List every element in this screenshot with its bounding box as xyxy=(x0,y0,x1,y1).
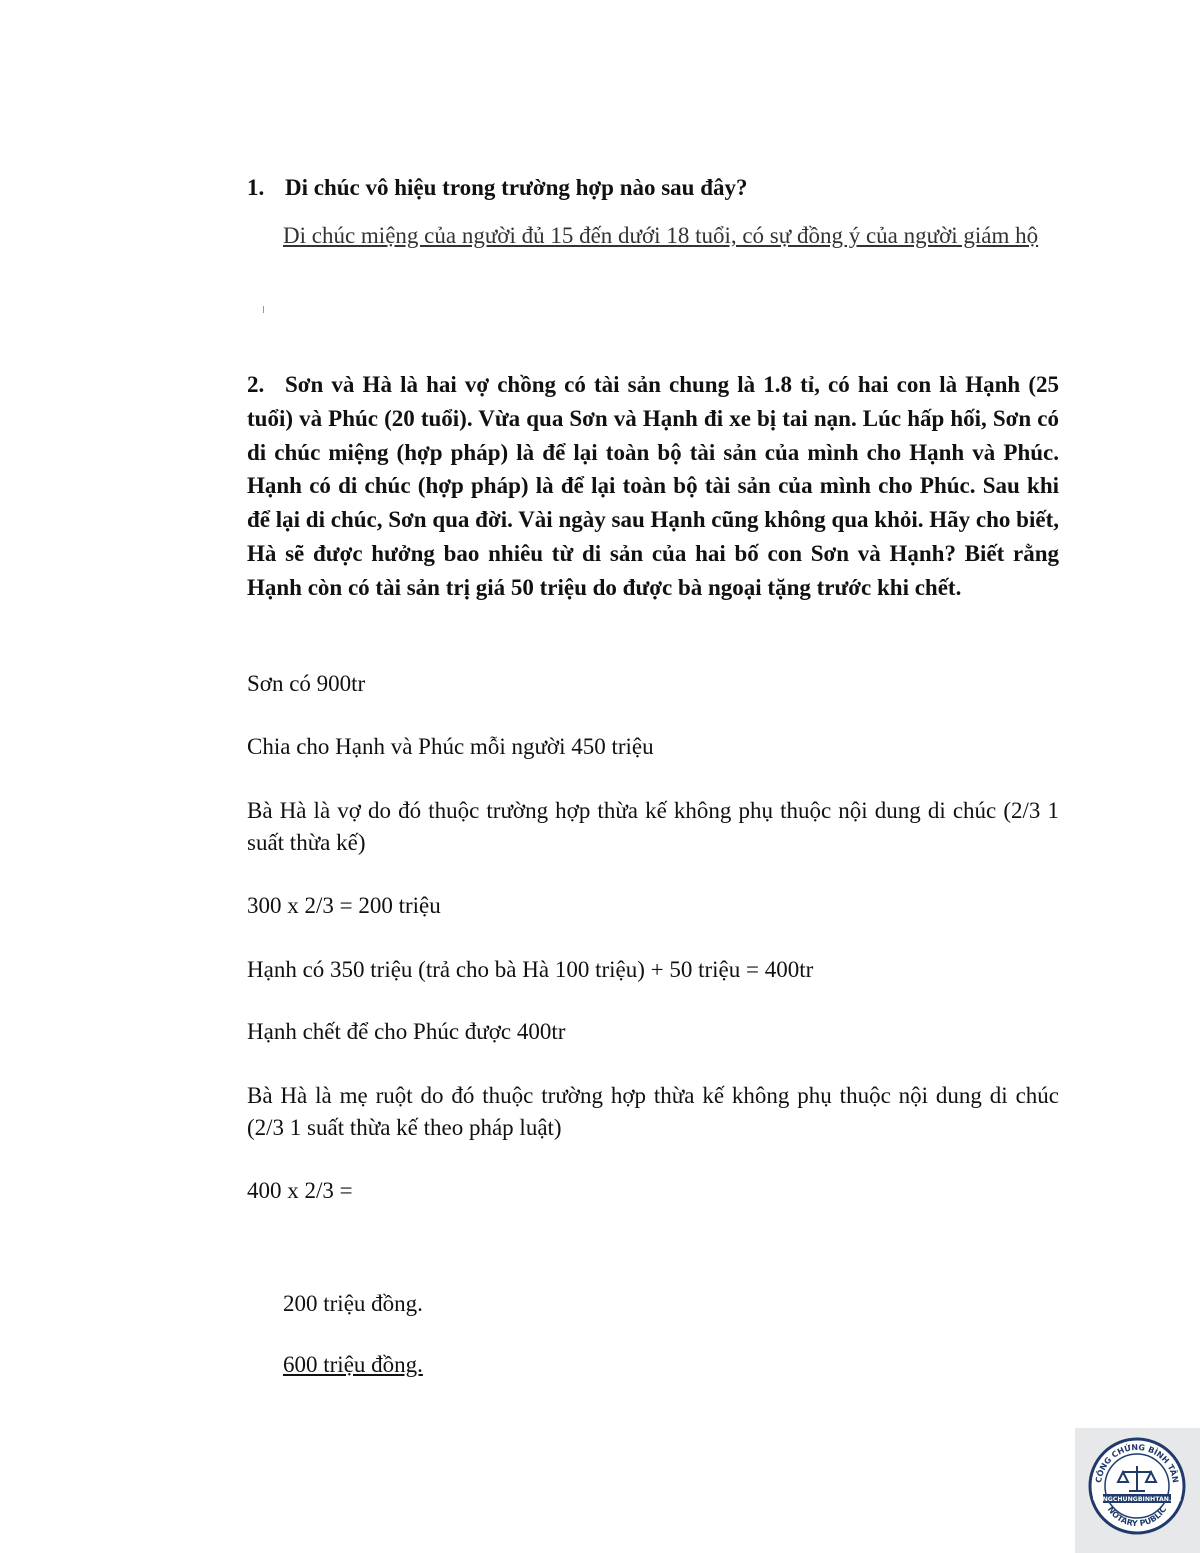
answer-option-selected: 600 triệu đồng. xyxy=(283,1352,423,1377)
question-1-answer: Di chúc miệng của người đủ 15 đến dưới 18 tuổi, có sự đồng ý của người giám hộ xyxy=(283,223,1039,248)
work-line: 400 x 2/3 = xyxy=(247,1178,353,1203)
question-2-text xyxy=(247,368,1059,605)
question-1-title xyxy=(247,171,1059,205)
answer-option: 200 triệu đồng. xyxy=(283,1291,423,1316)
svg-text:CÔNG CHỨNG BÌNH TÂN: CÔNG CHỨNG BÌNH TÂN xyxy=(1094,1442,1180,1484)
question-1-text: Di chúc vô hiệu trong trường hợp nào sau đây? xyxy=(285,175,748,200)
question-2-number: 2. xyxy=(247,372,265,397)
question-2-body: Sơn và Hà là hai vợ chồng có tài sản chung là 1.8 tỉ, có hai con là Hạnh (25 tuổi) và Phúc (20 tuổi). Vừa qua Sơn và Hạnh đi xe bị tai nạn. Lúc hấp hối, Sơn có di chúc miệng (hợp pháp) là để lại toàn bộ tài sản của mình cho Hạnh và Phúc. Hạnh có di chúc (hợp pháp) là để lại toàn bộ tài sản của mình cho Phúc. Sau khi để lại di chúc, Sơn qua đời. Vài ngày sau Hạnh cũng không qua khỏi. Hãy cho biết, Hà sẽ được hưởng bao nhiêu từ di sản của hai bố con Sơn và Hạnh? Biết rằng Hạnh còn có tài sản trị giá 50 triệu do được bà ngoại tặng trước khi chết. xyxy=(247,372,1059,600)
work-line: Hạnh có 350 triệu (trả cho bà Hà 100 triệu) + 50 triệu = 400tr xyxy=(247,957,814,982)
work-line: Hạnh chết để cho Phúc được 400tr xyxy=(247,1019,566,1044)
notary-seal xyxy=(1075,1428,1200,1553)
work-line: Chia cho Hạnh và Phúc mỗi người 450 triệu xyxy=(247,734,654,759)
work-line: Bà Hà là mẹ ruột do đó thuộc trường hợp thừa kế không phụ thuộc nội dung di chúc (2/3 1 suất thừa kế theo pháp luật) xyxy=(247,1083,1059,1140)
work-line: Sơn có 900tr xyxy=(247,671,366,696)
question-1-number: 1. xyxy=(247,175,265,200)
seal-logo xyxy=(1087,1436,1187,1536)
stray-mark xyxy=(263,306,264,313)
svg-text:CONGCHUNGBINHTAN.VN: CONGCHUNGBINHTAN.VN xyxy=(1092,1496,1182,1503)
svg-text:NOTARY PUBLIC: NOTARY PUBLIC xyxy=(1105,1504,1169,1529)
work-line: 300 x 2/3 = 200 triệu xyxy=(247,893,441,918)
work-line: Bà Hà là vợ do đó thuộc trường hợp thừa kế không phụ thuộc nội dung di chúc (2/3 1 suất thừa kế) xyxy=(247,798,1059,855)
